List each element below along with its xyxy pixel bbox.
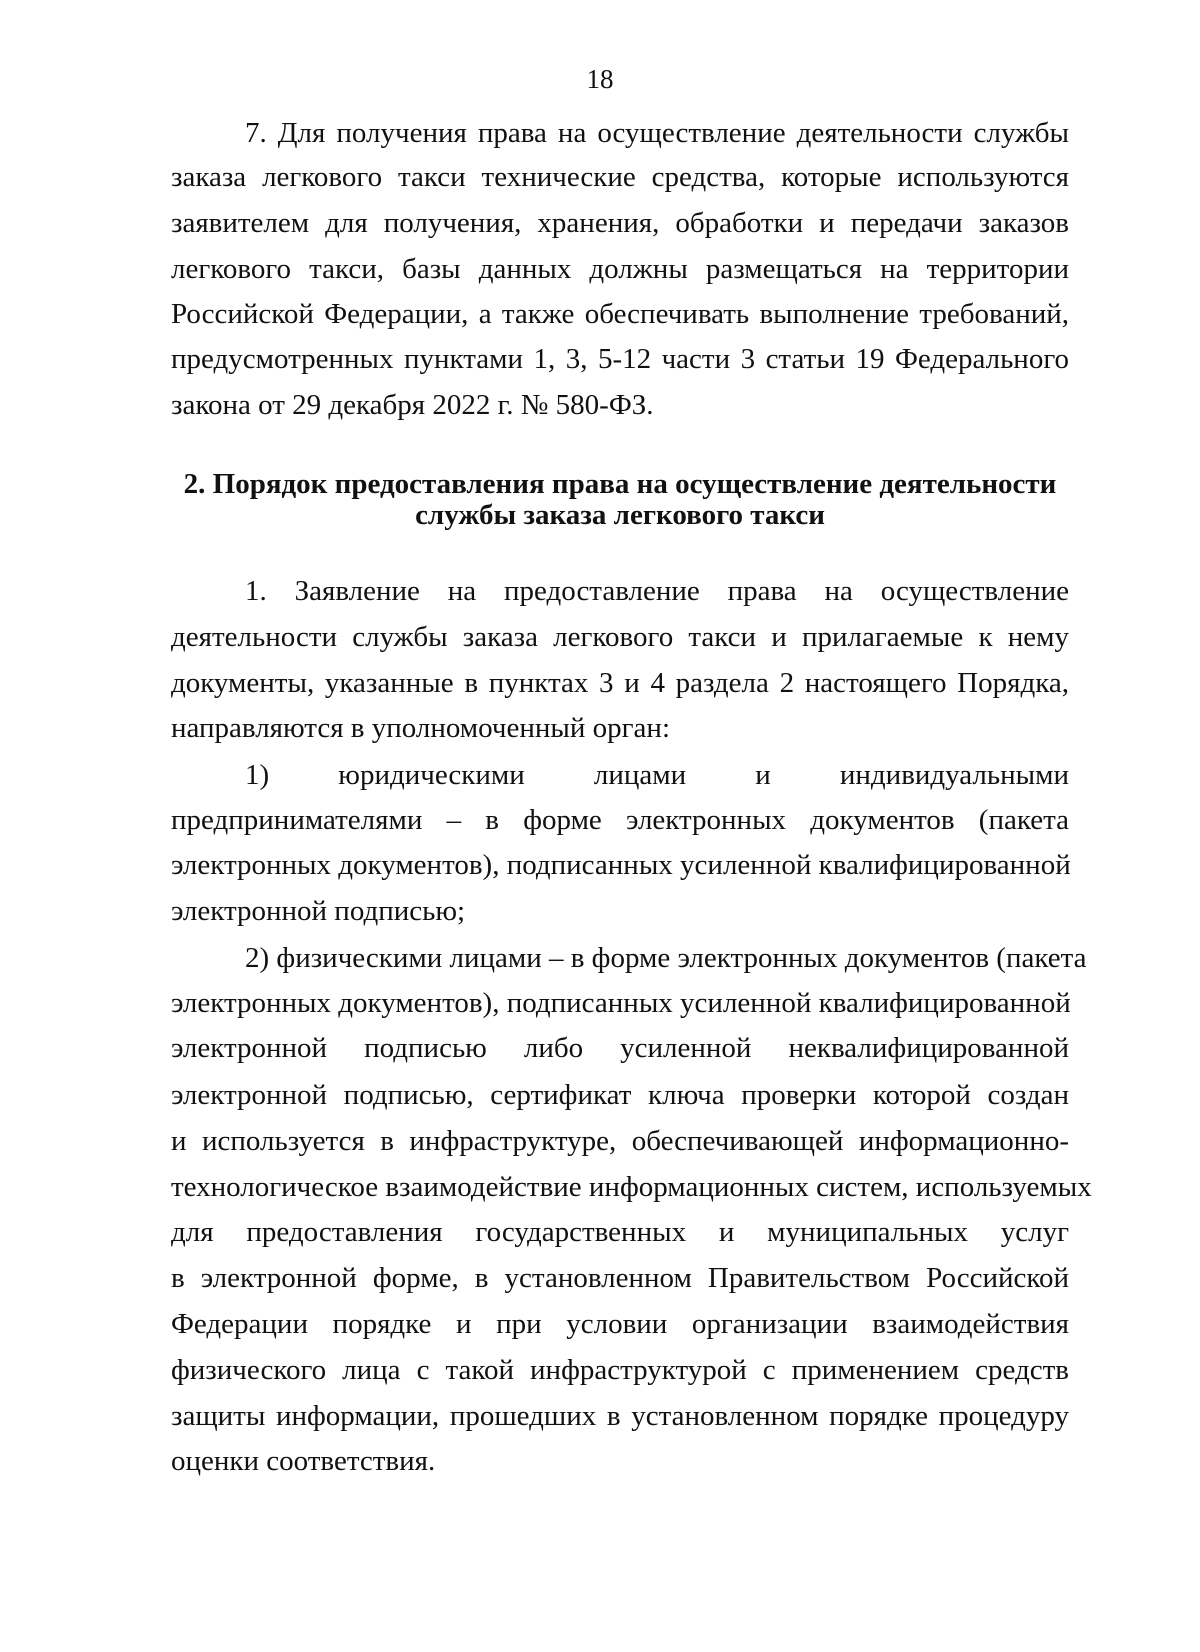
text-line: в электронной форме, в установленном Правительством Российской — [171, 1262, 1069, 1294]
text-line: документы, указанные в пунктах 3 и 4 раздела 2 настоящего Порядка, — [171, 667, 1069, 699]
text-line: электронной подписью либо усиленной неквалифицированной — [171, 1032, 1069, 1064]
text-line: 2) физическими лицами – в форме электронных документов (пакета — [245, 942, 1087, 974]
text-line: и используется в инфраструктуре, обеспечивающей информационно- — [171, 1125, 1069, 1157]
text-line: защиты информации, прошедших в установленном порядке процедуру — [171, 1400, 1069, 1432]
text-line: направляются в уполномоченный орган: — [171, 712, 671, 744]
heading-line: 2. Порядок предоставления права на осуществление деятельности — [183, 468, 1057, 500]
text-line: предпринимателями – в форме электронных документов (пакета — [171, 804, 1069, 836]
text-line: деятельности службы заказа легкового такси и прилагаемые к нему — [171, 621, 1069, 653]
text-line: 1) юридическими лицами и индивидуальными — [245, 759, 1069, 791]
text-line: заказа легкового такси технические средства, которые используются — [171, 161, 1069, 193]
text-line: 1. Заявление на предоставление права на осуществление — [245, 575, 1069, 607]
text-line: для предоставления государственных и муниципальных услуг — [171, 1216, 1069, 1248]
text-line: физического лица с такой инфраструктурой с применением средств — [171, 1354, 1069, 1386]
text-line: 7. Для получения права на осуществление деятельности службы — [245, 117, 1069, 149]
text-line: технологическое взаимодействие информационных систем, используемых — [171, 1171, 1092, 1203]
text-line: заявителем для получения, хранения, обработки и передачи заказов — [171, 207, 1069, 239]
text-line: легкового такси, базы данных должны размещаться на территории — [171, 253, 1069, 285]
heading-line: службы заказа легкового такси — [415, 499, 825, 531]
text-line: Российской Федерации, а также обеспечивать выполнение требований, — [171, 298, 1069, 330]
text-line: оценки соответствия. — [171, 1445, 436, 1477]
text-line: предусмотренных пунктами 1, 3, 5-12 части 3 статьи 19 Федерального — [171, 343, 1069, 375]
text-line: электронной подписью; — [171, 895, 466, 927]
text-line: Федерации порядке и при условии организации взаимодействия — [171, 1308, 1069, 1340]
text-line: электронных документов), подписанных усиленной квалифицированной — [171, 987, 1071, 1019]
page-number: 18 — [586, 64, 614, 94]
text-line: закона от 29 декабря 2022 г. № 580-ФЗ. — [171, 389, 654, 421]
text-line: электронных документов), подписанных усиленной квалифицированной — [171, 849, 1071, 881]
text-line: электронной подписью, сертификат ключа проверки которой создан — [171, 1079, 1069, 1111]
